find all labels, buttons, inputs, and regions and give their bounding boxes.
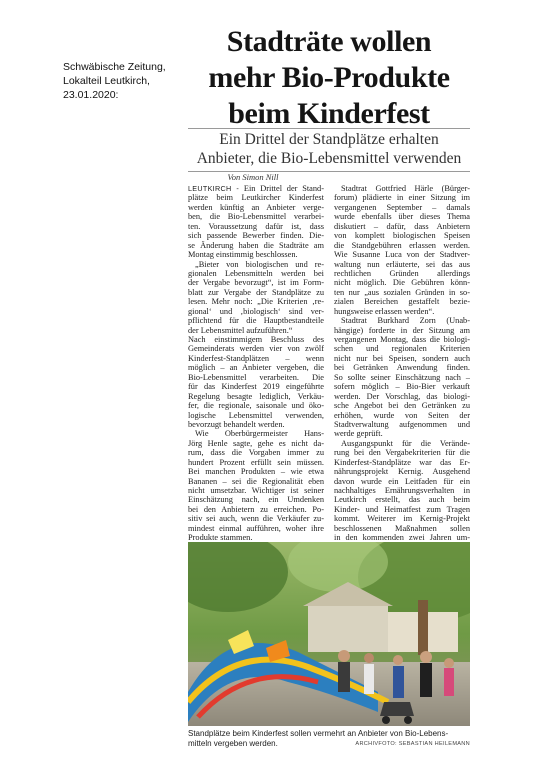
caption-line-2: mitteln vergeben werden. (188, 739, 278, 748)
headline-line-2: mehr Bio-Produkte (208, 61, 450, 94)
headline-line-3: beim Kinderfest (228, 97, 430, 130)
article-text-line (188, 184, 324, 193)
article-text-line: beschlossenen Maßnahmen sollen (334, 523, 470, 533)
article-text-line: Bei manchen Produkten – wie etwa (188, 467, 324, 477)
article-text-line: ben, die Bio-Lebensmittel verarbei- (188, 212, 324, 222)
article-text-line: Bio-Lebensmittel verarbeiten. Die (188, 372, 324, 382)
caption-line-1: Standplätze beim Kinderfest sollen vermehrt an Anbieter von Bio-Lebens- (188, 729, 449, 738)
article-text-line: Kinderfest-Standplätze war das Er- (334, 457, 470, 467)
subheadline-line-1: Ein Drittel der Standplätze erhalten (219, 131, 439, 148)
article-text-line: wurde ebenfalls über dieses Thema (334, 212, 470, 222)
source-line-date: 23.01.2020: (63, 89, 119, 101)
article-headline (188, 24, 470, 132)
source-line-publication: Schwäbische Zeitung, (63, 61, 166, 73)
article-column-right (334, 184, 470, 562)
article-text-line: erhöhen, wurde von Seiten der (334, 410, 470, 420)
article-text-line: sofern möglich – Bio-Bier verkauft (334, 382, 470, 392)
source-note (63, 60, 173, 102)
article-text-line: Leutkirch erstellt, das auch beim (334, 495, 470, 505)
article-text-line: bei Getränken Anwendung finden. (334, 363, 470, 373)
article-text-line: der Vergabe bevorzugt“, ist im Form- (188, 278, 324, 288)
article-text-line: vergangenen Montag, dass die biologi- (334, 335, 470, 344)
article-text-line: Stadtrat Burkhard Zorn (Unab- (341, 316, 470, 326)
article-text-line: der Lebensmittel aufzuführen.“ (188, 325, 293, 335)
article-text-line: Nach einstimmigem Beschluss des (188, 335, 324, 344)
article-text-line: Bananen – sei die Regionalität eben (188, 476, 324, 486)
article-text-line: hundert Prozent erfüllt sein müssen. (188, 457, 324, 467)
article-column-left (188, 184, 324, 543)
article-text-line: Jörg Henle sagte, gehe es nicht da- (188, 438, 324, 448)
article-text-line: fer, die regionale, saisonale und öko- (188, 401, 324, 411)
article-photo (188, 542, 470, 726)
article-text-line: hängige) forderte in der Sitzung am (334, 325, 470, 335)
article-text-line: nicht umsetzbar. Wichtiger ist seiner (188, 486, 324, 495)
article-text-line: plätze beim Leutkircher Kinderfest (188, 193, 324, 203)
article-subheadline (188, 130, 470, 168)
headline-divider (188, 128, 470, 129)
article-text-line: Produkte stammen. (188, 533, 253, 543)
article-text-line: für das Kinderfest 2019 eingeführte (188, 382, 324, 392)
article-text-line: kommt. Weiterer im Kernig-Projekt (334, 514, 470, 524)
article-text-line: davon wurde ein Leitfaden für ein (334, 476, 470, 486)
article-text-line: mindest einmal aufführen, woher ihre (188, 523, 324, 533)
article-text-line: hungsweise erlassen werden“. (334, 306, 435, 316)
article-text-line: logische Lebensmittel verwenden, (188, 410, 324, 420)
article-text-line: schen und regionalen Kriterien (334, 344, 470, 354)
headline-line-1: Stadträte wollen (226, 25, 432, 58)
photo-credit: ARCHIVFOTO: SEBASTIAN HEILEMANN (355, 741, 470, 747)
article-text-line: forum) plädierte in einer Sitzung im (334, 193, 470, 203)
article-text-line: die Standgebühren erlassen werden. (334, 240, 470, 250)
article-text-line: So sollte seiner Einschätzung nach – (334, 372, 470, 382)
article-text-line: ten. Voraussetzung dafür ist, dass (188, 221, 324, 231)
article-text-line: werde geprüft. (334, 429, 383, 439)
article-text-line: waltung nun erläuterte, sei das aus (334, 259, 470, 269)
article-text-line: möglich – an Anbieter vergeben, die (188, 363, 324, 373)
article-text-line: Einschätzung nach, ein Umdenken (188, 495, 324, 505)
article-text-line: sich passende Bewerber finden. Die- (188, 231, 324, 241)
article-text-line: nicht möglich. Die Gebühren könn- (334, 278, 470, 288)
article-text-line: Montag einstimmig beschlossen. (188, 250, 298, 260)
article-text-line: bevorzugt behandelt werden. (188, 419, 285, 429)
article-text-line: ten nur „aus sozialen Gründen in so- (334, 287, 470, 297)
article-text-line: diskutiert – dafür, dass Anbietern (334, 221, 470, 231)
article-text-line: werden künftig an Anbieter verge- (188, 202, 324, 212)
article-text-line: Kinderfest-Standplätzen – wenn (188, 353, 324, 363)
source-line-section: Lokalteil Leutkirch, (63, 75, 150, 87)
article-text-line: rum, dass die Vorgaben immer zu (188, 448, 324, 458)
article-text-line: rechtlichen Gründen allerdings (334, 268, 470, 278)
article-text-line: Gemeinderats werden vier von zwölf (188, 344, 324, 354)
article-text-line: in den kommenden zwei Jahren um- (334, 533, 470, 543)
article-text-line: bei den Anbietern zu erreichen. Po- (188, 504, 324, 514)
article-text-line: sitiv sei auch, wenn die Verkäufer zu- (188, 514, 324, 524)
article-text-line: nachhaltiges Ernährungsverhalten in (334, 486, 470, 495)
article-text-line: se Änderung haben die Stadträte am (188, 240, 324, 250)
article-text-line: Ausgangspunkt für die Verände- (341, 438, 470, 448)
article-byline: Von Simon Nill (227, 172, 279, 182)
article-text-line: „Bieter von biologischen und re- (195, 259, 324, 269)
article-text-line: Wie Susanne Luca von der Stadtver- (334, 250, 470, 260)
article-text-line: von komplett biologischen Speisen (334, 231, 470, 241)
article-text-line: gional‘ und ‚biologisch‘ sind ver- (188, 306, 324, 316)
dateline: LEUTKIRCH - (188, 184, 240, 193)
article-text-line: werden. Der Vorschlag, das biologi- (334, 391, 470, 401)
article-text-line: lesen. Mehr noch: „Die Kriterien ‚re- (188, 297, 324, 307)
fairground-photo (188, 542, 470, 726)
article-text-line: Stadtrat Gottfried Härle (Bürger- (341, 184, 470, 193)
article-text-line: nicht nur bei Speisen, sondern auch (334, 353, 470, 363)
article-text-line: Kinder- und Heimatfest zum Tragen (334, 504, 470, 514)
article-text-line: Wie Oberbürgermeister Hans- (195, 429, 324, 439)
article-text-line: vergangenen September – damals (334, 202, 470, 212)
article-text-line: zialen Bereichen gestaffelt bezie- (334, 297, 470, 307)
subheadline-line-2: Anbieter, die Bio-Lebensmittel verwenden (196, 150, 462, 167)
article-text-line: rung bei den Vergabekriterien für die (334, 448, 470, 458)
article-text-line: gionalen Lebensmitteln werden bei (188, 268, 324, 278)
photo-caption (188, 729, 470, 749)
article-text-line: nährungsprojekt Kernig. Ausgehend (334, 467, 470, 477)
article-text-line: blatt zur Vergabe der Standplätze zu (188, 287, 324, 297)
article-text-line: Stadtverwaltung aufgenommen und (334, 419, 470, 429)
article-text-line: Regelung besagte lediglich, Verkäu- (188, 391, 324, 401)
article-text-line: pflichtend für die Hauptbestandteile (188, 316, 324, 326)
article-text-line: sche Angebot bei den Getränken zu (334, 401, 470, 411)
article-text-fragment: Ein Drittel der Stand- (243, 184, 324, 193)
